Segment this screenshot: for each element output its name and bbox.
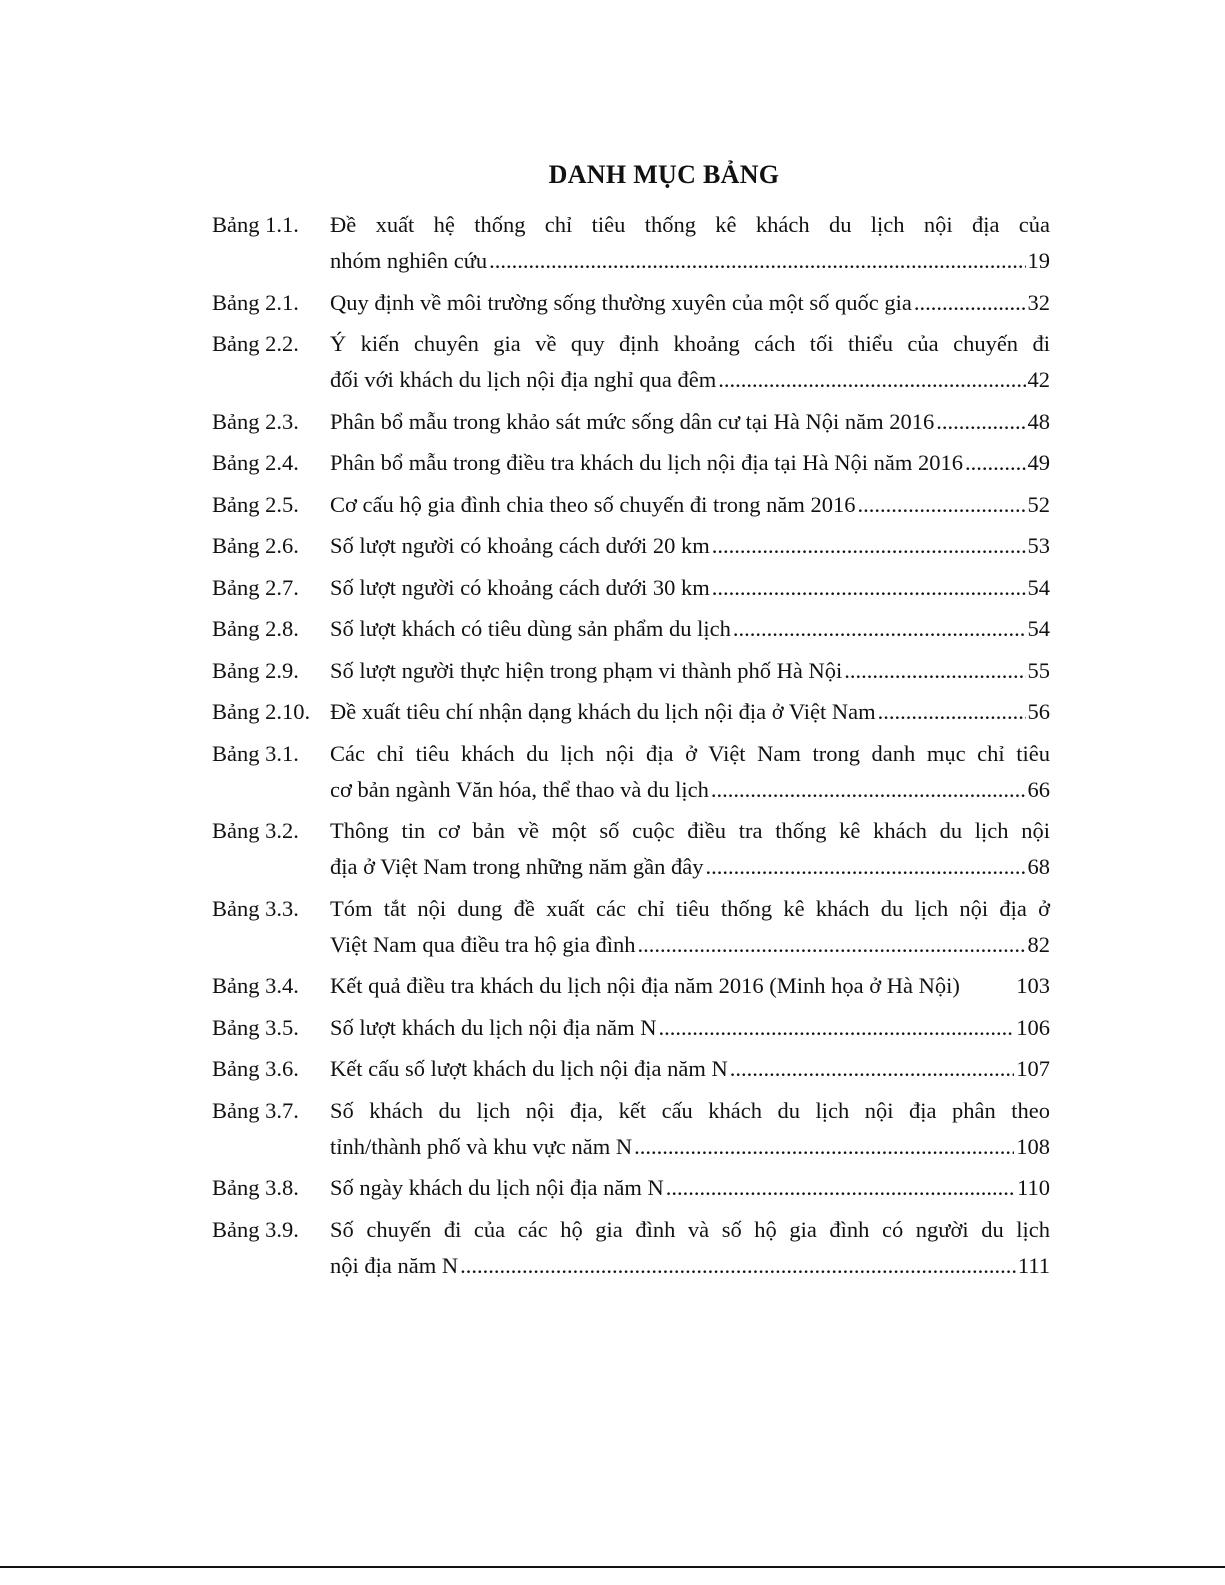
- page-number: 55: [1027, 657, 1050, 683]
- table-number: Bảng 2.7.: [212, 574, 299, 600]
- page-number: 66: [1027, 776, 1050, 802]
- page-number: 68: [1027, 854, 1050, 879]
- table-number: Bảng 2.2.: [212, 331, 299, 356]
- entry-title: Kết cấu số lượt khách du lịch nội địa năm N: [330, 1056, 728, 1081]
- entry-body: [330, 1051, 1050, 1087]
- entry-title: Kết quả điều tra khách du lịch nội địa năm 2016 (Minh họa ở Hà Nội): [330, 973, 960, 998]
- page-number: 54: [1027, 616, 1050, 641]
- toc-entry[interactable]: [212, 813, 1050, 885]
- dot-leader: [936, 404, 1025, 440]
- entry-title: nội địa năm N: [330, 1252, 459, 1278]
- dot-leader: [460, 1248, 1016, 1284]
- entry-body: [330, 570, 1050, 606]
- dot-leader: [706, 849, 1026, 885]
- entry-body: [330, 968, 1050, 1004]
- table-number: Bảng 3.1.: [212, 740, 299, 766]
- entry-title: Số lượt người có khoảng cách dưới 20 km: [330, 533, 710, 558]
- toc-entry[interactable]: [212, 326, 1050, 398]
- table-number: Bảng 3.7.: [212, 1097, 299, 1123]
- entry-title: Quy định về môi trường sống thường xuyên của một số quốc gia: [330, 289, 912, 315]
- table-number: Bảng 2.4.: [212, 450, 299, 475]
- entry-title: Việt Nam qua điều tra hộ gia đình: [330, 931, 636, 957]
- entry-title: Đề xuất tiêu chí nhận dạng khách du lịch nội địa ở Việt Nam: [330, 699, 876, 724]
- entry-body: [330, 1212, 1050, 1284]
- entry-last-line: [330, 1248, 1050, 1284]
- entry-body: [330, 891, 1050, 963]
- entry-title: địa ở Việt Nam trong những năm gần đây: [330, 854, 704, 879]
- table-number: Bảng 2.8.: [212, 616, 299, 641]
- entry-title: Số lượt khách có tiêu dùng sản phẩm du lịch: [330, 616, 731, 641]
- table-number: Bảng 2.6.: [212, 533, 299, 558]
- toc-entry[interactable]: [212, 445, 1050, 481]
- toc-entry[interactable]: [212, 736, 1050, 808]
- toc-entry[interactable]: [212, 611, 1050, 647]
- entry-title: Phân bổ mẫu trong khảo sát mức sống dân cư tại Hà Nội năm 2016: [330, 408, 935, 434]
- entry-last-line: [330, 611, 1050, 647]
- entry-body: [330, 445, 1050, 481]
- dot-leader: [965, 445, 1026, 481]
- entry-last-line: [330, 528, 1050, 564]
- bottom-rule: [0, 1566, 1225, 1568]
- table-number: Bảng 2.10.: [212, 699, 311, 724]
- entry-title: Số ngày khách du lịch nội địa năm N: [330, 1175, 664, 1200]
- entry-last-line: [330, 1129, 1050, 1165]
- entry-title: Số lượt khách du lịch nội địa năm N: [330, 1014, 657, 1040]
- toc-entry[interactable]: [212, 528, 1050, 564]
- entry-last-line: [330, 849, 1050, 885]
- entry-title: Số lượt người có khoảng cách dưới 30 km: [330, 574, 710, 600]
- page-number: 49: [1027, 450, 1050, 475]
- entry-title-line: Số khách du lịch nội địa, kết cấu khách du lịch nội địa phân theo: [330, 1097, 1050, 1123]
- entry-title: Phân bổ mẫu trong điều tra khách du lịch nội địa tại Hà Nội năm 2016: [330, 450, 963, 475]
- page-number: 32: [1027, 289, 1050, 315]
- entry-title-line: Thông tin cơ bản về một số cuộc điều tra thống kê khách du lịch nội: [330, 818, 1050, 843]
- table-number: Bảng 2.1.: [212, 289, 299, 315]
- table-number: Bảng 3.4.: [212, 973, 299, 998]
- entry-body: [330, 611, 1050, 647]
- toc-entry[interactable]: [212, 1093, 1050, 1165]
- entry-last-line: [330, 772, 1050, 808]
- dot-leader: [712, 570, 1026, 606]
- toc-entry[interactable]: [212, 1051, 1050, 1087]
- entry-last-line: [330, 404, 1050, 440]
- toc-entry[interactable]: [212, 694, 1050, 730]
- table-number: Bảng 3.3.: [212, 895, 299, 921]
- table-number: Bảng 2.9.: [212, 657, 299, 683]
- entry-title-line: Số chuyến đi của các hộ gia đình và số hộ gia đình có người du lịch: [330, 1216, 1050, 1242]
- dot-leader: [659, 1010, 1015, 1046]
- dot-leader: [637, 927, 1025, 963]
- entry-body: [330, 736, 1050, 808]
- entry-last-line: [330, 570, 1050, 606]
- toc-entry[interactable]: [212, 653, 1050, 689]
- entry-body: [330, 1170, 1050, 1206]
- table-number: Bảng 2.5.: [212, 491, 299, 517]
- entry-title: tỉnh/thành phố và khu vực năm N: [330, 1133, 633, 1159]
- entry-body: [330, 528, 1050, 564]
- entry-title: Cơ cấu hộ gia đình chia theo số chuyến đi trong năm 2016: [330, 491, 856, 517]
- dot-leader: [712, 528, 1026, 564]
- entry-last-line: [330, 653, 1050, 689]
- entry-last-line: [330, 927, 1050, 963]
- entry-body: [330, 285, 1050, 321]
- entry-title-line: Các chỉ tiêu khách du lịch nội địa ở Việt Nam trong danh mục chỉ tiêu: [330, 740, 1050, 766]
- table-number: Bảng 3.2.: [212, 818, 299, 843]
- page-number: 106: [1016, 1014, 1050, 1040]
- entry-last-line: [330, 694, 1050, 730]
- dot-leader: [666, 1170, 1015, 1206]
- toc-entry[interactable]: [212, 570, 1050, 606]
- toc-entry[interactable]: [212, 1170, 1050, 1206]
- dot-leader: [858, 487, 1026, 523]
- page-number: 56: [1027, 699, 1050, 724]
- toc-entry[interactable]: [212, 968, 1050, 1004]
- dot-leader: [711, 772, 1026, 808]
- toc-entry[interactable]: [212, 207, 1050, 279]
- entry-last-line: [330, 1170, 1050, 1206]
- entry-last-line: [330, 968, 1050, 1004]
- table-number: Bảng 3.6.: [212, 1056, 299, 1081]
- page-number: 108: [1016, 1133, 1050, 1159]
- entry-title: Số lượt người thực hiện trong phạm vi thành phố Hà Nội: [330, 657, 843, 683]
- entry-body: [330, 1093, 1050, 1165]
- page-number: 42: [1027, 367, 1050, 392]
- page-number: 110: [1017, 1175, 1050, 1200]
- page-number: 19: [1027, 248, 1050, 273]
- dot-leader: [489, 243, 1025, 279]
- entry-body: [330, 1010, 1050, 1046]
- entry-body: [330, 813, 1050, 885]
- page-number: 82: [1027, 931, 1050, 957]
- toc-entry[interactable]: [212, 285, 1050, 321]
- page-number: 52: [1027, 491, 1050, 517]
- page-number: 111: [1017, 1252, 1050, 1278]
- table-list: [212, 207, 1050, 1289]
- entry-last-line: [330, 445, 1050, 481]
- entry-last-line: [330, 487, 1050, 523]
- dot-leader: [844, 653, 1025, 689]
- page-number: 103: [1016, 973, 1050, 998]
- table-number: Bảng 2.3.: [212, 408, 299, 434]
- table-number: Bảng 3.5.: [212, 1014, 299, 1040]
- toc-entry[interactable]: [212, 487, 1050, 523]
- entry-title: nhóm nghiên cứu: [330, 248, 488, 273]
- dot-leader: [733, 611, 1026, 647]
- dot-leader: [878, 694, 1026, 730]
- entry-body: [330, 404, 1050, 440]
- entry-body: [330, 653, 1050, 689]
- page-number: 48: [1027, 408, 1050, 434]
- entry-body: [330, 694, 1050, 730]
- dot-leader: [718, 362, 1025, 398]
- entry-body: [330, 487, 1050, 523]
- entry-last-line: [330, 243, 1050, 279]
- toc-entry[interactable]: [212, 1212, 1050, 1284]
- entry-last-line: [330, 1010, 1050, 1046]
- entry-title: cơ bản ngành Văn hóa, thể thao và du lịch: [330, 776, 709, 802]
- entry-last-line: [330, 285, 1050, 321]
- entry-title-line: Tóm tắt nội dung đề xuất các chỉ tiêu thống kê khách du lịch nội địa ở: [330, 895, 1050, 921]
- table-number: Bảng 3.9.: [212, 1216, 299, 1242]
- table-number: Bảng 1.1.: [212, 212, 299, 237]
- entry-title-line: Ý kiến chuyên gia về quy định khoảng cách tối thiểu của chuyến đi: [330, 331, 1050, 356]
- toc-entry[interactable]: [212, 1010, 1050, 1046]
- toc-entry[interactable]: [212, 404, 1050, 440]
- table-number: Bảng 3.8.: [212, 1175, 299, 1200]
- entry-title-line: Đề xuất hệ thống chỉ tiêu thống kê khách du lịch nội địa của: [330, 212, 1050, 237]
- dot-leader: [634, 1129, 1014, 1165]
- entry-title: đối với khách du lịch nội địa nghỉ qua đêm: [330, 367, 717, 392]
- dot-leader: [914, 285, 1026, 321]
- dot-leader: [730, 1051, 1015, 1087]
- entry-body: [330, 207, 1050, 279]
- entry-body: [330, 326, 1050, 398]
- entry-last-line: [330, 1051, 1050, 1087]
- page-number: 107: [1016, 1056, 1050, 1081]
- entry-last-line: [330, 362, 1050, 398]
- page-number: 54: [1027, 574, 1050, 600]
- toc-entry[interactable]: [212, 891, 1050, 963]
- page-number: 53: [1027, 533, 1050, 558]
- page-title: DANH MỤC BẢNG: [548, 160, 780, 189]
